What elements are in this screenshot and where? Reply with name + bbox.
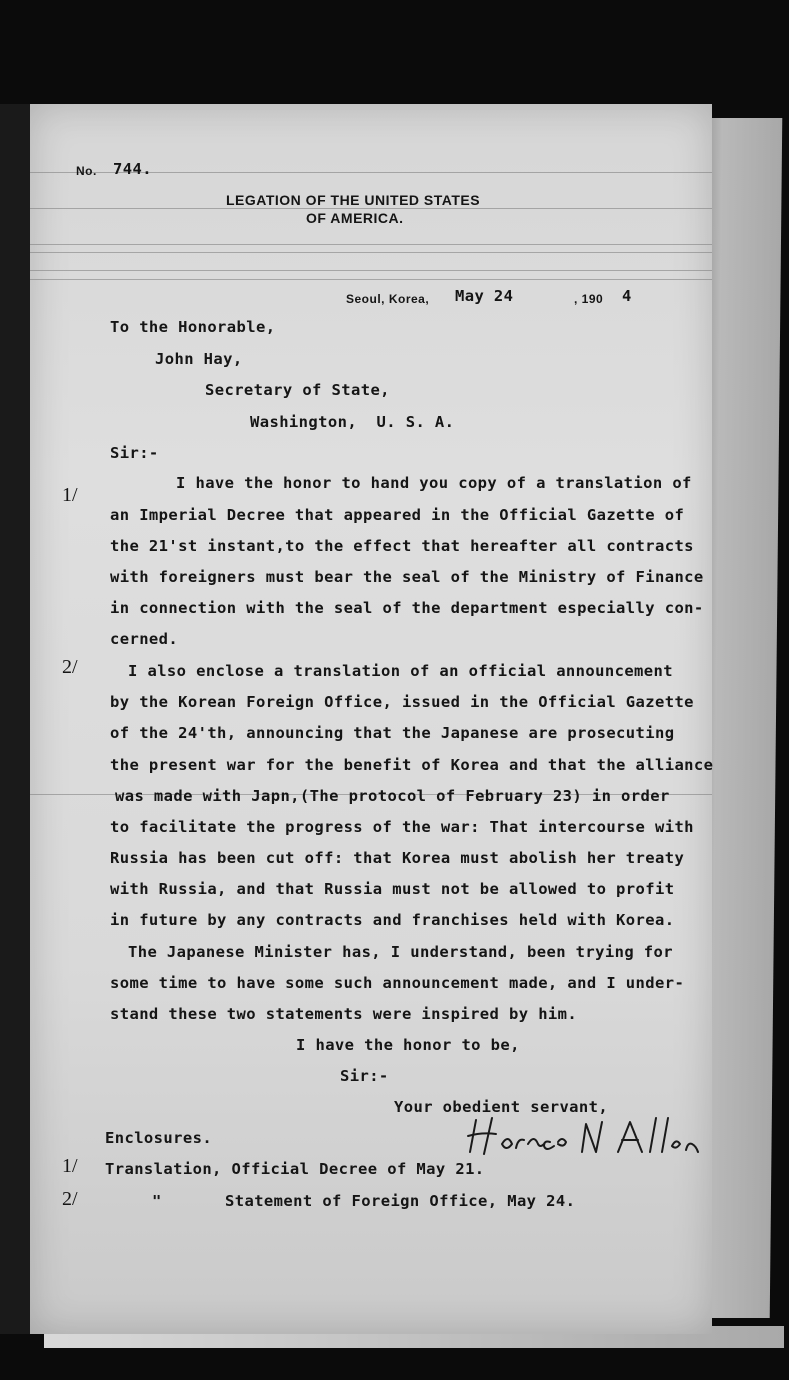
salutation: Sir:- <box>110 444 159 462</box>
margin-note: 2/ <box>62 1188 78 1210</box>
letterhead-rule <box>30 252 712 253</box>
closing-line: Sir:- <box>340 1067 389 1085</box>
body-line: to facilitate the progress of the war: That intercourse with <box>110 818 694 836</box>
body-line: Russia has been cut off: that Korea must abolish her treaty <box>110 849 685 867</box>
dateline-date: May 24 <box>455 287 514 305</box>
body-line: The Japanese Minister has, I understand, been trying for <box>128 943 673 961</box>
body-line: an Imperial Decree that appeared in the Official Gazette of <box>110 506 685 524</box>
body-line: some time to have some such announcement made, and I under- <box>110 974 685 992</box>
address-line: To the Honorable, <box>110 318 276 336</box>
number-label: No. <box>76 164 97 178</box>
letterhead-rule <box>30 270 712 271</box>
margin-note: 2/ <box>62 656 78 678</box>
ditto-mark: " <box>152 1192 162 1210</box>
handwritten-signature <box>462 1112 712 1162</box>
legation-title: LEGATION OF THE UNITED STATES <box>226 192 481 208</box>
margin-note: 1/ <box>62 1155 78 1177</box>
body-line: of the 24'th, announcing that the Japanese are prosecuting <box>110 724 675 742</box>
body-line: with foreigners must bear the seal of the Ministry of Finance <box>110 568 704 586</box>
enclosure-item: Translation, Official Decree of May 21. <box>105 1160 485 1178</box>
closing-line: I have the honor to be, <box>296 1036 520 1054</box>
body-line: I have the honor to hand you copy of a translation of <box>176 474 692 492</box>
enclosure-item: Statement of Foreign Office, May 24. <box>225 1192 576 1210</box>
margin-note: 1/ <box>62 484 78 506</box>
letterhead-rule <box>30 244 712 245</box>
document-number: 744. <box>113 160 152 178</box>
body-line: the present war for the benefit of Korea and that the alliance <box>110 756 714 774</box>
legation-subtitle: OF AMERICA. <box>306 210 404 226</box>
body-line: the 21'st instant,to the effect that hereafter all contracts <box>110 537 694 555</box>
body-line: with Russia, and that Russia must not be allowed to profit <box>110 880 675 898</box>
body-line: in future by any contracts and franchises held with Korea. <box>110 911 675 929</box>
enclosures-heading: Enclosures. <box>105 1129 213 1147</box>
address-line: John Hay, <box>155 350 243 368</box>
body-line: in connection with the seal of the department especially con- <box>110 599 704 617</box>
dateline-place: Seoul, Korea, <box>346 292 430 306</box>
address-line: Washington, U. S. A. <box>250 413 455 431</box>
scan-left-border <box>0 104 30 1334</box>
body-line: was made with Japn,(The protocol of February 23) in order <box>115 787 670 805</box>
body-line: by the Korean Foreign Office, issued in the Official Gazette <box>110 693 694 711</box>
dateline-year-prefix: , 190 <box>574 292 604 306</box>
body-line: stand these two statements were inspired by him. <box>110 1005 578 1023</box>
letterhead-rule <box>30 208 712 209</box>
letterhead-rule <box>30 279 712 280</box>
address-line: Secretary of State, <box>205 381 390 399</box>
dateline-year-suffix: 4 <box>622 287 632 305</box>
closing-line: Your obedient servant, <box>394 1098 609 1116</box>
body-line: cerned. <box>110 630 179 648</box>
body-line: I also enclose a translation of an official announcement <box>128 662 673 680</box>
